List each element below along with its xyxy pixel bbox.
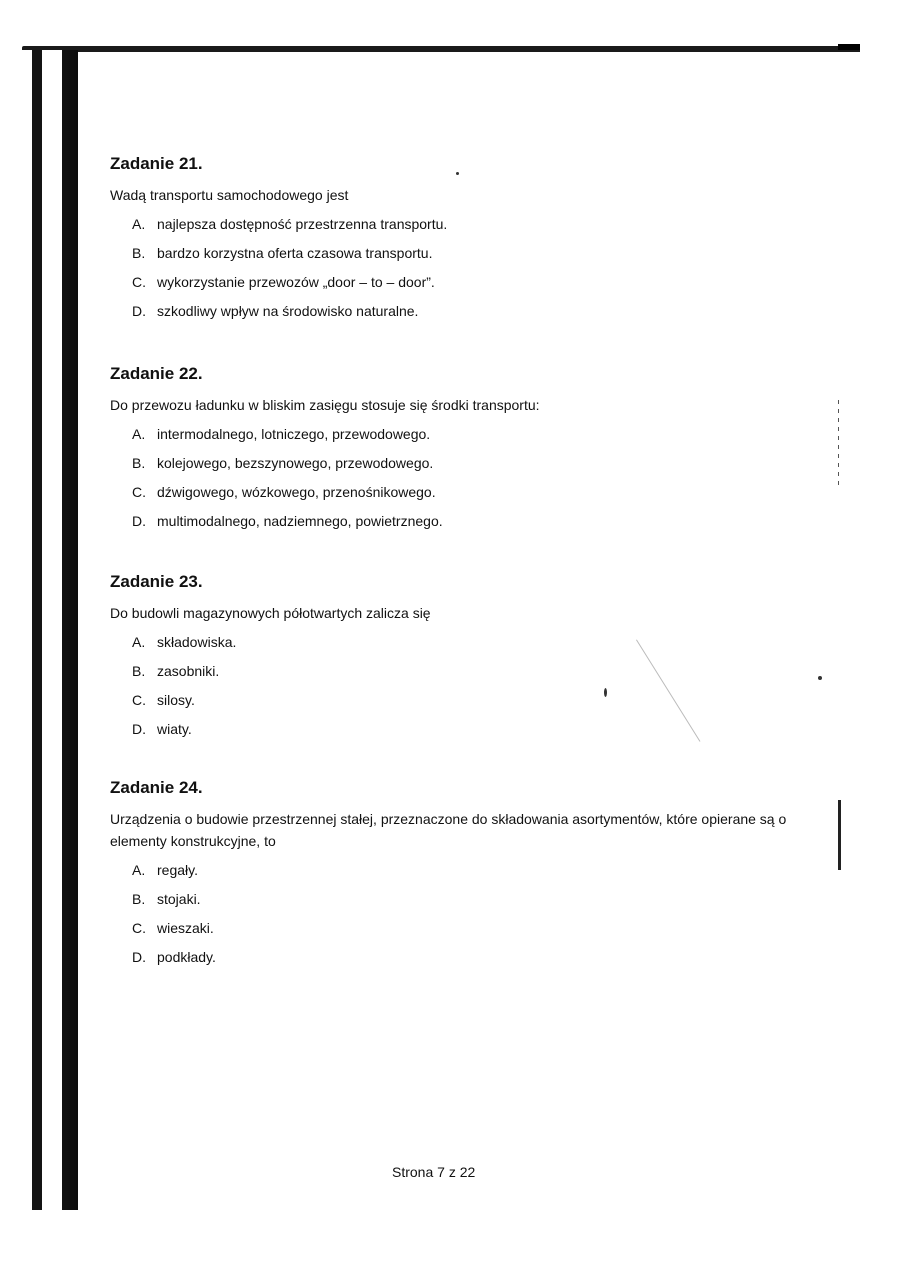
- option-letter: B.: [132, 455, 146, 471]
- option-letter: D.: [132, 303, 146, 319]
- page-number: Strona 7 z 22: [392, 1164, 476, 1180]
- answer-option-a: [132, 424, 790, 453]
- option-text: składowiska.: [157, 634, 237, 650]
- scan-speck: [818, 676, 822, 680]
- option-letter: A.: [132, 862, 146, 878]
- option-text: zasobniki.: [157, 663, 220, 679]
- answer-option-a: [132, 214, 790, 243]
- option-letter: B.: [132, 891, 146, 907]
- option-text: najlepsza dostępność przestrzenna transportu.: [157, 216, 448, 232]
- scan-edge-top-mark: [838, 44, 860, 50]
- answer-option-a: [132, 860, 790, 889]
- option-letter: A.: [132, 634, 146, 650]
- answer-options: [110, 424, 790, 540]
- scan-edge-left: [22, 50, 78, 1210]
- option-letter: B.: [132, 663, 146, 679]
- option-text: wykorzystanie przewozów „door – to – door”.: [157, 274, 435, 290]
- option-text: kolejowego, bezszynowego, przewodowego.: [157, 455, 434, 471]
- option-text: multimodalnego, nadziemnego, powietrznego.: [157, 513, 443, 529]
- task-title: Zadanie 23.: [110, 572, 203, 591]
- scan-mark-right: [838, 800, 841, 870]
- option-text: wieszaki.: [157, 920, 214, 936]
- answer-option-c: [132, 272, 790, 301]
- option-text: wiaty.: [157, 721, 192, 737]
- task-title: Zadanie 24.: [110, 778, 203, 797]
- answer-option-d: [132, 511, 790, 540]
- scan-edge-top: [22, 46, 860, 52]
- answer-option-b: [132, 453, 790, 482]
- option-text: stojaki.: [157, 891, 201, 907]
- option-letter: D.: [132, 949, 146, 965]
- task-24: [110, 778, 790, 976]
- option-letter: B.: [132, 245, 146, 261]
- task-question: Do przewozu ładunku w bliskim zasięgu stosuje się środki transportu:: [110, 397, 540, 413]
- option-text: dźwigowego, wózkowego, przenośnikowego.: [157, 484, 436, 500]
- answer-option-c: [132, 690, 790, 719]
- answer-option-c: [132, 482, 790, 511]
- task-question: Do budowli magazynowych półotwartych zalicza się: [110, 605, 431, 621]
- task-title: Zadanie 22.: [110, 364, 203, 383]
- task-22: [110, 364, 790, 540]
- answer-option-b: [132, 661, 790, 690]
- answer-options: [110, 214, 790, 330]
- answer-option-d: [132, 301, 790, 330]
- option-letter: C.: [132, 484, 146, 500]
- option-text: regały.: [157, 862, 198, 878]
- option-letter: C.: [132, 692, 146, 708]
- option-letter: D.: [132, 721, 146, 737]
- option-text: intermodalnego, lotniczego, przewodowego.: [157, 426, 431, 442]
- task-23: [110, 572, 790, 748]
- option-letter: A.: [132, 426, 146, 442]
- answer-option-d: [132, 719, 790, 748]
- answer-option-b: [132, 889, 790, 918]
- option-letter: C.: [132, 920, 146, 936]
- answer-option-d: [132, 947, 790, 976]
- scan-mark-right-dotted: [838, 400, 839, 485]
- task-title: Zadanie 21.: [110, 154, 203, 173]
- answer-option-b: [132, 243, 790, 272]
- task-21: [110, 154, 790, 330]
- option-text: silosy.: [157, 692, 195, 708]
- option-text: bardzo korzystna oferta czasowa transportu.: [157, 245, 433, 261]
- task-question: Urządzenia o budowie przestrzennej stałej, przeznaczone do składowania asortymentów, które opierane są o elementy konstrukcyjne, to: [110, 811, 787, 849]
- option-letter: A.: [132, 216, 146, 232]
- option-text: podkłady.: [157, 949, 216, 965]
- task-question: Wadą transportu samochodowego jest: [110, 187, 349, 203]
- option-letter: C.: [132, 274, 146, 290]
- answer-options: [110, 632, 790, 748]
- option-letter: D.: [132, 513, 146, 529]
- answer-options: [110, 860, 790, 976]
- option-text: szkodliwy wpływ na środowisko naturalne.: [157, 303, 419, 319]
- answer-option-a: [132, 632, 790, 661]
- answer-option-c: [132, 918, 790, 947]
